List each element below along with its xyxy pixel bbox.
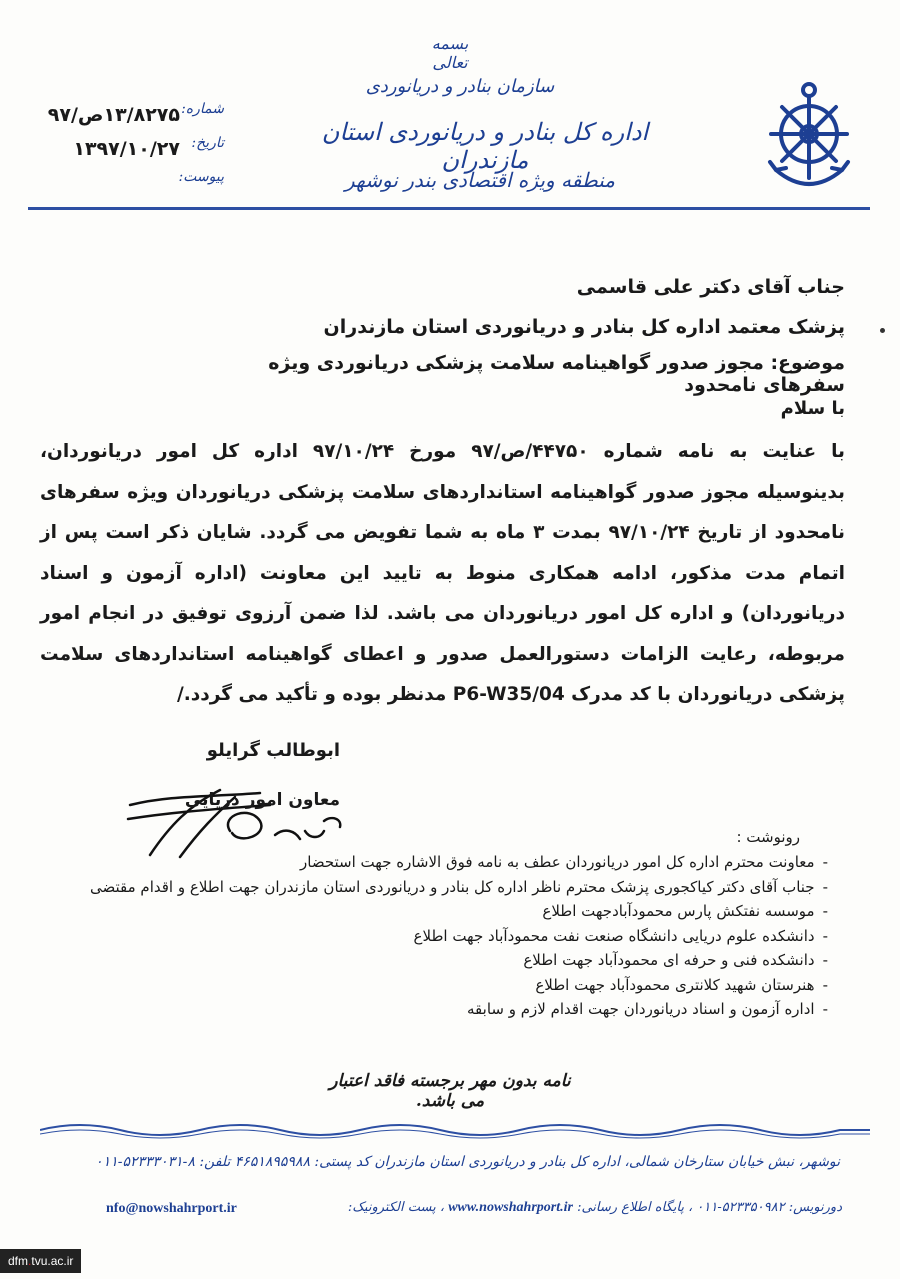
list-item: -دانشکده فنی و حرفه ای محمودآباد جهت اطلاع — [523, 951, 828, 969]
letter-meta-labels — [174, 92, 224, 194]
list-item: -دانشکده علوم دریایی دانشگاه صنعت نفت محمودآباد جهت اطلاع — [413, 926, 828, 945]
signer-name: ابوطالب گرایلو — [206, 740, 340, 761]
list-item: -معاونت محترم اداره کل امور دریانوردان عطف به نامه فوق الاشاره جهت استحضار — [300, 853, 828, 871]
stamp-validity-note: نامه بدون مهر برجسته فاقد اعتبار می باشد. — [329, 1071, 571, 1111]
footer-email-label: ، پست الکترونیک: — [347, 1200, 445, 1215]
source-watermark: dfm.tvu.ac.ir — [0, 1249, 81, 1273]
greeting: با سلام — [780, 398, 845, 419]
attachment-label: پیوست: — [178, 169, 224, 185]
list-item: -جناب آقای دکتر کیاکجوری پزشک محترم ناظر اداره کل بنادر و دریانوردی استان مازندران جهت اطلاع و اقدام مقتضی — [90, 877, 828, 896]
list-item: -اداره آزمون و اسناد دریانوردان جهت اقدام لازم و سابقه — [467, 1000, 828, 1018]
date-label: تاریخ: — [191, 135, 224, 151]
signer-title: معاون امور دریایی — [184, 790, 340, 810]
basmala: بسمه تعالی — [431, 34, 469, 72]
header-divider — [28, 207, 870, 210]
letter-meta-values — [40, 98, 180, 166]
email-link[interactable]: nfo@nowshahrport.ir — [106, 1201, 237, 1216]
organization-name: سازمان بنادر و دریانوردی — [365, 76, 555, 97]
letter-number: ۱۳/۸۲۷۵ص/۹۷ — [47, 104, 180, 126]
addressee-title: پزشک معتمد اداره کل بنادر و دریانوردی استان مازندران — [323, 316, 845, 338]
list-item: -هنرستان شهید کلانتری محمودآباد جهت اطلاع — [535, 975, 828, 994]
letter-date: ۱۳۹۷/۱۰/۲۷ — [73, 138, 180, 160]
letter-subject: موضوع: مجوز صدور گواهینامه سلامت پزشکی دریانوردی ویژه سفرهای نامحدود — [268, 352, 845, 396]
footer-wave-divider — [40, 1118, 870, 1142]
website-link[interactable]: www.nowshahrport.ir — [448, 1200, 573, 1215]
copies-title: رونوشت : — [736, 828, 800, 846]
footer-fax: دورنویس: ۵۲۳۳۵۰۹۸۲-۰۱۱ ، پایگاه اطلاع رسانی: — [577, 1200, 842, 1215]
list-item: -موسسه نفتکش پارس محمودآبادجهت اطلاع — [542, 902, 828, 920]
footer-address: نوشهر، نبش خیابان ستارخان شمالی، اداره کل بنادر و دریانوردی استان مازندران کد پستی: ۴۶۵۱۸۹۵۹۸۸ تلفن: ۸-۵۲۳۳۳۰۳۱-۰۱۱ — [95, 1154, 840, 1170]
addressee-name: جناب آقای دکتر علی قاسمی — [576, 276, 845, 298]
zone-name: منطقه ویژه اقتصادی بندر نوشهر — [345, 168, 615, 192]
number-label: شماره: — [181, 101, 224, 117]
margin-mark — [880, 328, 885, 333]
copies-list — [28, 850, 828, 1022]
department-name: اداره کل بنادر و دریانوردی استان مازندران — [321, 118, 649, 174]
anchor-wheel-logo-icon — [766, 80, 852, 198]
letter-body: با عنایت به نامه شماره ۴۴۷۵۰/ص/۹۷ مورخ ۹۷/۱۰/۲۴ اداره کل امور دریانوردان، بدینوسیله مجوز صدور گواهینامه استانداردهای سلامت پزشکی دریانوردان ویژه سفرهای نامحدود از تاریخ ۹۷/۱۰/۲۴ بمدت ۳ ماه به شما تفویض می گردد. شایان ذکر است پس از اتمام مدت مذکور، ادامه همکاری منوط به تایید این معاونت (اداره آزمون و اسناد دریانوردان) و اداره کل امور دریانوردان می باشد. لذا ضمن آرزوی توفیق در انجام امور مربوطه، رعایت الزامات دستورالعمل صدور و اعطای گواهینامه استانداردهای سلامت پزشکی دریانوردان با کد مدرک P6-W35/04 مدنظر بوده و تأکید می گردد./ — [40, 441, 845, 705]
